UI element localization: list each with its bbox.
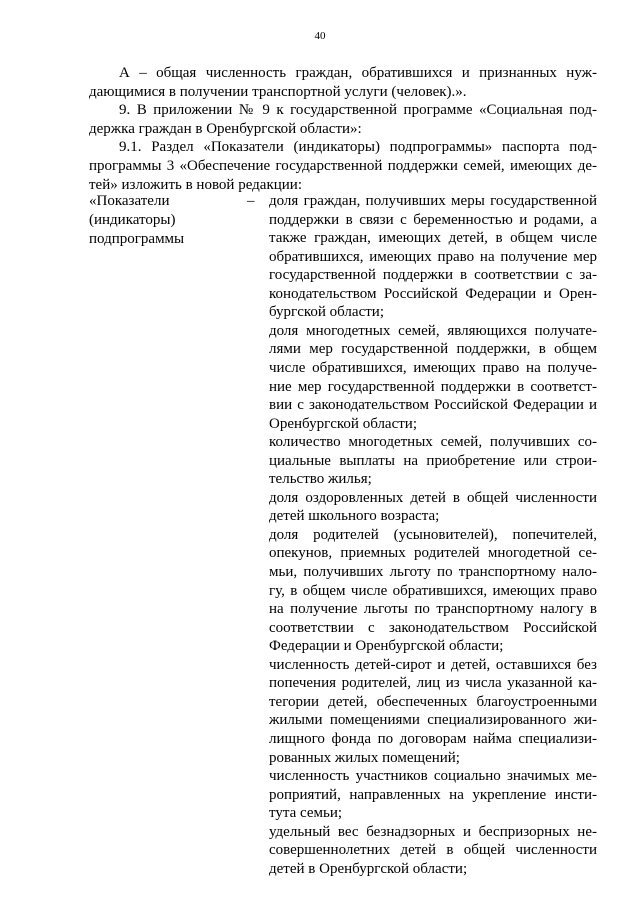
intro-line: тей» изложить в новой редакции:: [89, 176, 302, 193]
indicator-line: лями мер государственной поддержки, в общем: [269, 341, 597, 358]
indicator-line: конодательством Российской Федерации и Орен-: [269, 285, 597, 302]
indicator-line: бургской области;: [269, 304, 384, 321]
indicator-line: также граждан, имеющих детей, в общем числе: [269, 230, 597, 247]
indicator-line: совершеннолетних детей в общей численности: [269, 842, 597, 859]
section-label-line: (индикаторы): [89, 212, 176, 228]
indicator-line: Оренбургской области;: [269, 415, 418, 432]
indicator-line: численность участников социально значимых ме-: [269, 768, 597, 785]
indicator-line: вии с законодательством Российской Федерации и: [269, 397, 597, 414]
indicator-line: циальные выплаты на приобретение или строи-: [269, 452, 597, 469]
indicator-line: доля оздоровленных детей в общей численности: [269, 489, 597, 506]
indicator-line: ние мер государственной поддержки в соответст-: [269, 378, 597, 395]
indicator-line: численность детей-сирот и детей, оставшихся без: [269, 656, 597, 673]
indicator-line: удельный вес безнадзорных и беспризорных не-: [269, 823, 597, 840]
indicator-line: числе обратившихся, имеющих право на получе-: [269, 359, 597, 376]
indicator-line: тельство жилья;: [269, 471, 372, 488]
indicator-line: детей в Оренбургской области;: [269, 860, 468, 877]
page-number: 40: [314, 30, 326, 42]
indicator-line: поддержки в связи с беременностью и родами, а: [269, 211, 597, 228]
indicator-line: на получение льготы по транспортному налогу в: [269, 601, 597, 618]
dash-separator: –: [247, 193, 255, 209]
intro-line: программы 3 «Обеспечение государственной поддержки семей, имеющих де-: [89, 158, 597, 174]
indicator-line: соответствии с законодательством Российской: [269, 619, 597, 636]
intro-line: дающимися в получении транспортной услуги (человек).».: [89, 83, 467, 100]
indicator-line: детей школьного возраста;: [269, 508, 440, 525]
indicator-line: лищного фонда по договорам найма специализи-: [269, 730, 597, 747]
indicator-line: обратившихся, имеющих право на получение мер: [269, 248, 597, 265]
intro-line: А – общая численность граждан, обратившихся и признанных нуж-: [119, 65, 597, 81]
section-label-line: «Показатели: [89, 193, 170, 209]
indicator-line: доля многодетных семей, являющихся получате-: [269, 322, 597, 339]
indicator-line: Федерации и Оренбургской области;: [269, 638, 504, 655]
indicator-line: попечения родителей, лиц из числа указанной ка-: [269, 675, 597, 692]
intro-line: 9. В приложении № 9 к государственной программе «Социальная под-: [119, 102, 597, 119]
indicator-line: рованных жилых помещений;: [269, 749, 460, 766]
indicator-line: доля граждан, получивших меры государственной: [269, 193, 597, 209]
indicator-line: доля родителей (усыновителей), попечителей,: [269, 526, 597, 543]
indicator-line: мьи, получивших льготу по транспортному нало-: [269, 564, 597, 580]
indicator-line: государственной поддержки в соответствии с за-: [269, 267, 597, 284]
indicator-line: опекунов, приемных родителей многодетной се-: [269, 545, 597, 562]
intro-line: держка граждан в Оренбургской области»:: [89, 120, 362, 137]
indicator-line: тегории детей, обеспеченных благоустроенными: [269, 693, 597, 710]
indicator-line: жилыми помещениями специализированного жи-: [269, 712, 597, 729]
intro-line: 9.1. Раздел «Показатели (индикаторы) подпрограммы» паспорта под-: [119, 139, 597, 156]
section-label-line: подпрограммы: [89, 231, 185, 247]
indicator-line: тута семьи;: [269, 805, 343, 822]
indicator-line: количество многодетных семей, получивших со-: [269, 434, 597, 451]
indicator-line: гу, в общем числе обратившихся, имеющих право: [269, 582, 597, 599]
indicator-line: роприятий, направленных на укрепление инсти-: [269, 786, 597, 803]
